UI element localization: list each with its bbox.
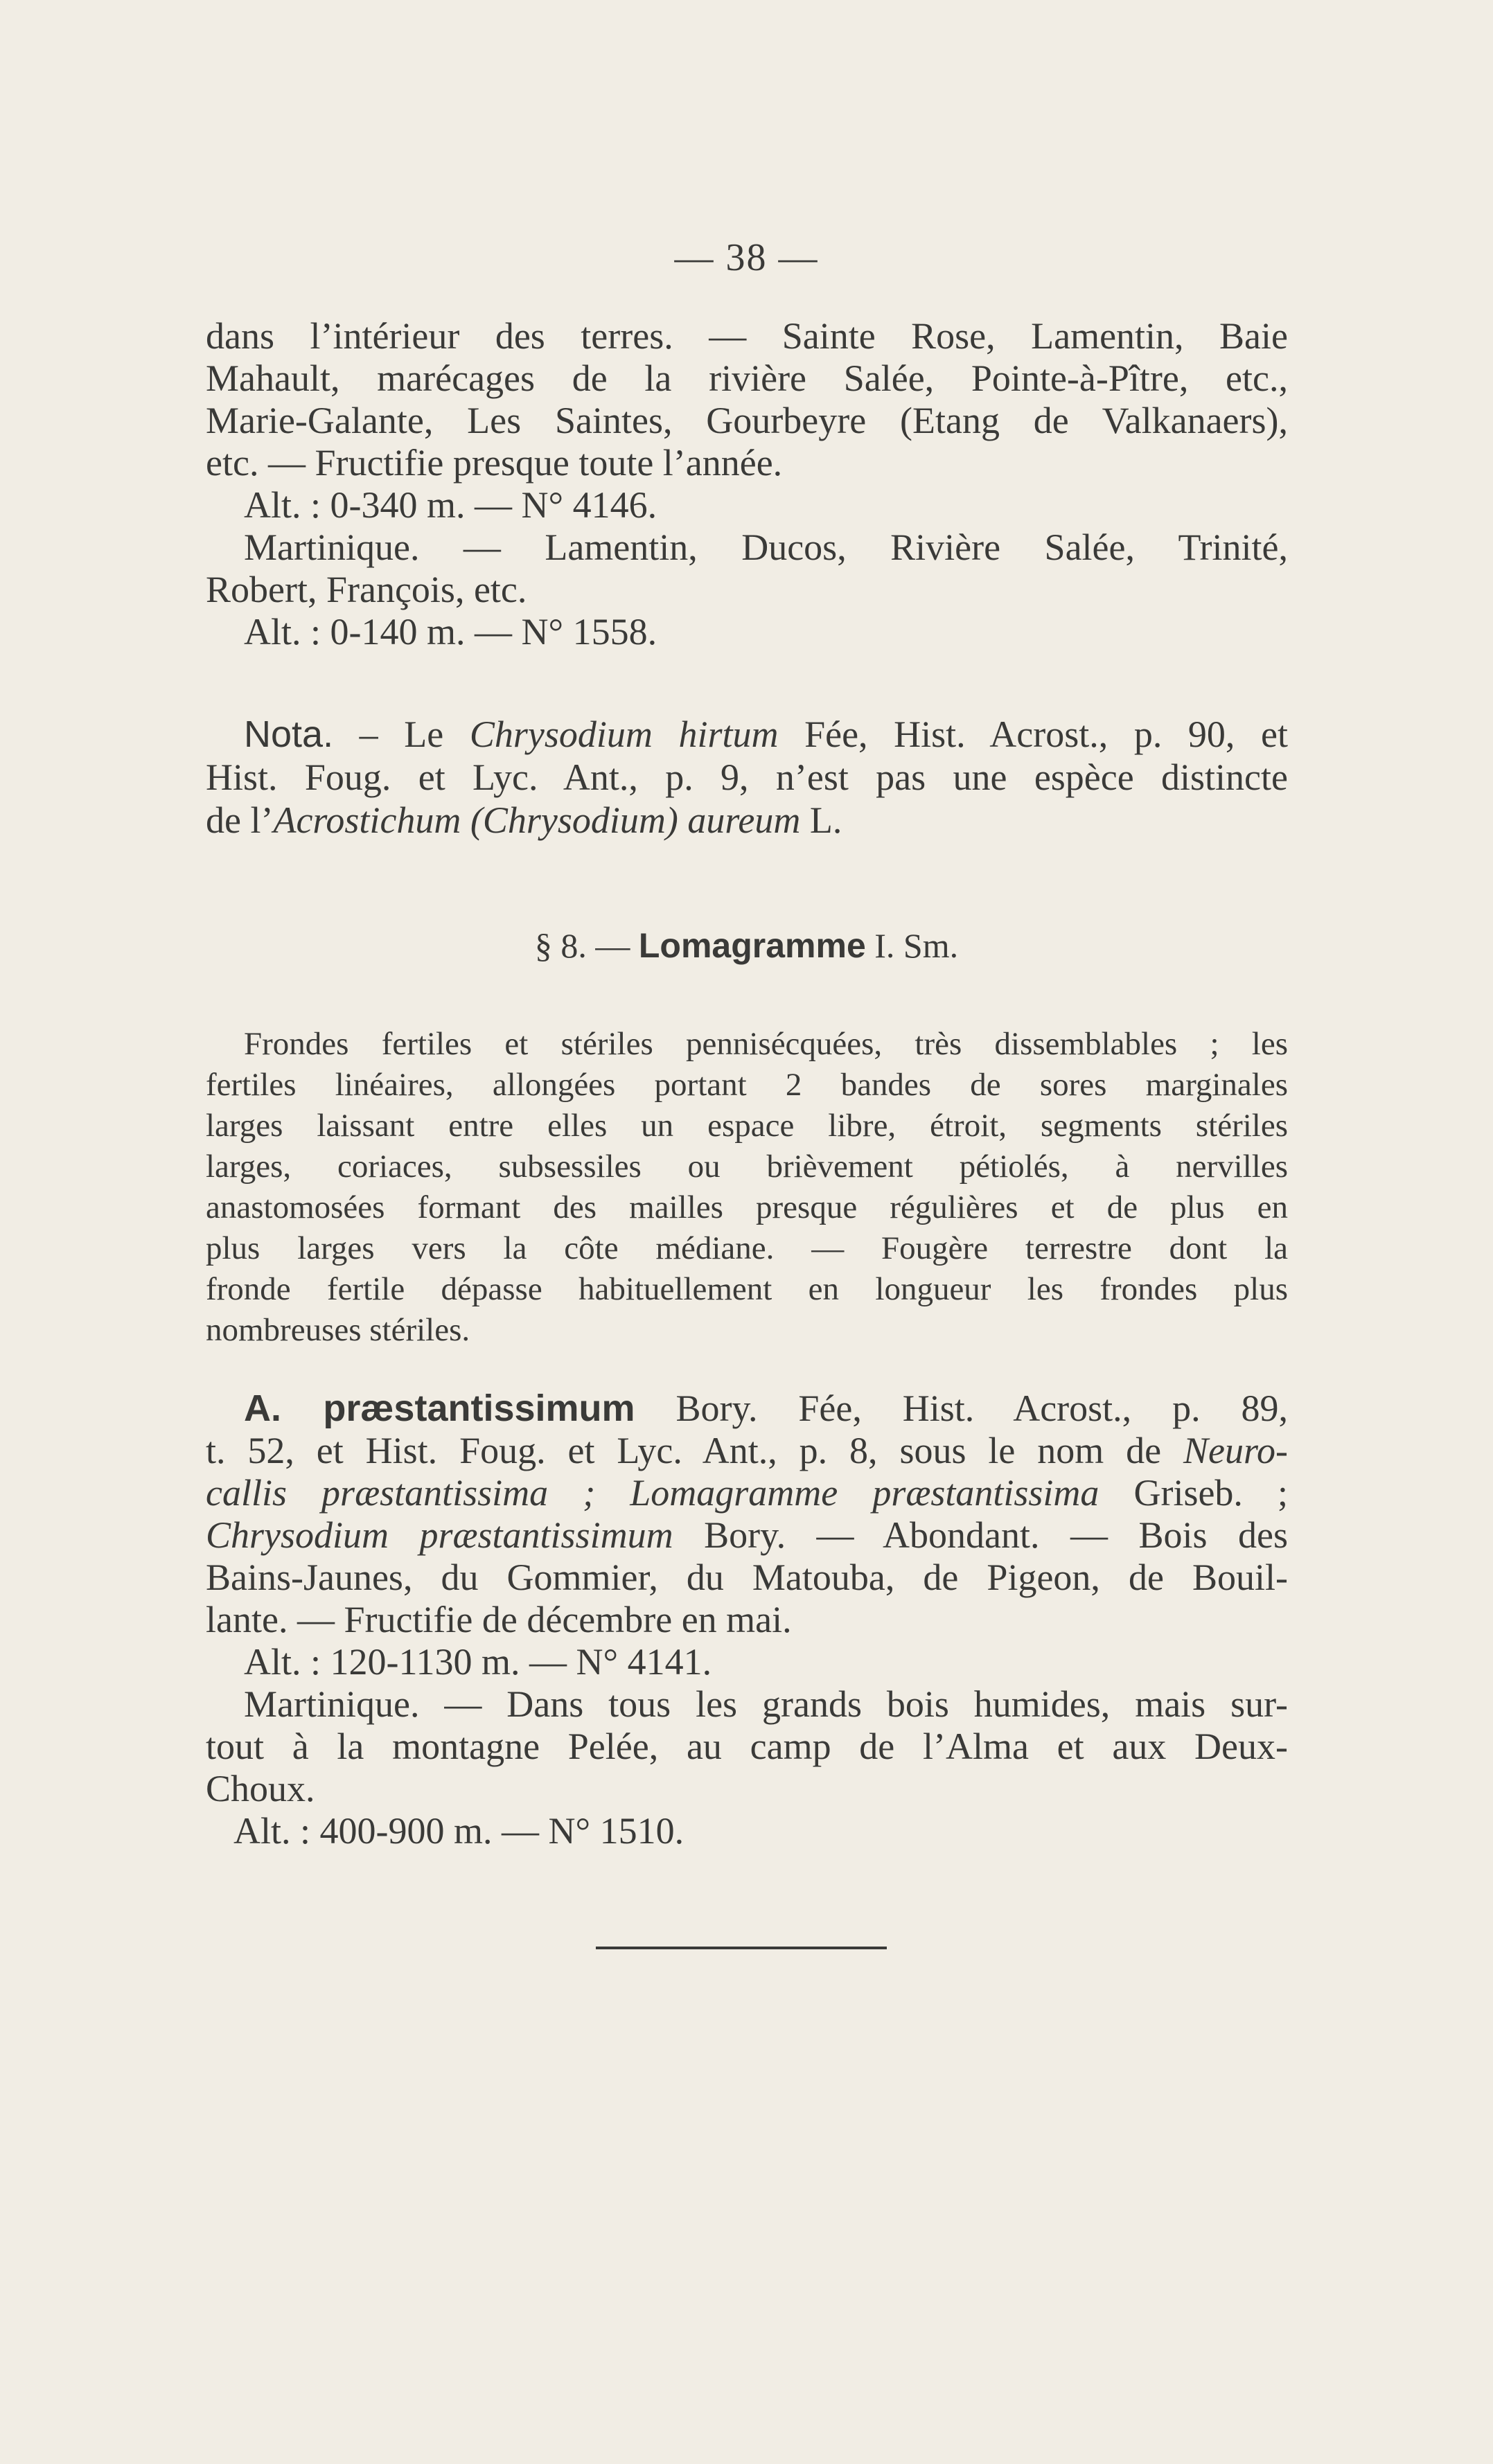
species-text: Griseb. ; <box>1099 1472 1288 1514</box>
species-text: Bory. — Abondant. — Bois des <box>673 1514 1288 1556</box>
species-text: Bory. Fée, Hist. Acrost., p. 89, <box>635 1388 1289 1429</box>
species-line: tout à la montagne Pelée, au camp de l’Alma et aux Deux- <box>206 1726 1288 1767</box>
species-line: Bains-Jaunes, du Gommier, du Matouba, de Pigeon, de Bouil- <box>206 1557 1288 1598</box>
text-line: dans l’intérieur des terres. — Sainte Rose, Lamentin, Baie <box>206 315 1288 357</box>
species-synonym: callis præstantissima ; Lomagramme præstantissima <box>206 1472 1099 1514</box>
genus-author: I. Sm. <box>865 926 959 965</box>
text-line: Robert, François, etc. <box>206 569 527 610</box>
nota-text: Fée, Hist. Acrost., p. 90, et <box>778 714 1288 755</box>
species-line <box>244 1388 1288 1429</box>
species-line <box>206 1430 1288 1471</box>
species-text: t. 52, et Hist. Foug. et Lyc. Ant., p. 8, sous le nom de <box>206 1430 1184 1471</box>
description-line: nombreuses stériles. <box>206 1312 470 1348</box>
nota-line: Hist. Foug. et Lyc. Ant., p. 9, n’est pas une espèce distincte <box>206 756 1288 798</box>
description-line: Frondes fertiles et stériles pennisécquées, très dissemblables ; les <box>244 1026 1288 1062</box>
species-line: Martinique. — Dans tous les grands bois humides, mais sur- <box>244 1683 1288 1725</box>
section-heading <box>0 925 1493 966</box>
nota-line <box>206 799 1288 841</box>
species-line: Choux. <box>206 1768 315 1809</box>
nota-taxon: Chrysodium hirtum <box>469 714 779 755</box>
species-line: lante. — Fructifie de décembre en mai. <box>206 1599 792 1640</box>
text-line: Marie-Galante, Les Saintes, Gourbeyre (Etang de Valkanaers), <box>206 400 1288 441</box>
section-number: § 8. — <box>534 926 639 965</box>
species-synonym: Chrysodium præstantissimum <box>206 1514 673 1556</box>
nota-text: – Le <box>333 714 470 755</box>
nota-text: L. <box>800 799 842 841</box>
species-line <box>206 1514 1288 1556</box>
description-line: larges laissant entre elles un espace libre, étroit, segments stériles <box>206 1108 1288 1144</box>
end-rule <box>596 1947 887 1949</box>
nota-taxon: Acrostichum (Chrysodium) aureum <box>273 799 801 841</box>
text-line: Martinique. — Lamentin, Ducos, Rivière Salée, Trinité, <box>244 526 1288 568</box>
description-line: plus larges vers la côte médiane. — Fougère terrestre dont la <box>206 1230 1288 1266</box>
species-line <box>206 1472 1288 1514</box>
nota-line <box>244 714 1288 755</box>
species-line: Alt. : 400-900 m. — N° 1510. <box>233 1810 684 1852</box>
species-name: A. præstantissimum <box>244 1388 635 1429</box>
species-synonym: Neuro- <box>1183 1430 1288 1471</box>
species-line: Alt. : 120-1130 m. — N° 4141. <box>244 1641 712 1683</box>
text-line: Alt. : 0-140 m. — N° 1558. <box>244 611 657 653</box>
text-line: Mahault, marécages de la rivière Salée, Pointe-à-Pître, etc., <box>206 357 1288 399</box>
nota-label: Nota. <box>244 714 334 755</box>
description-line: fertiles linéaires, allongées portant 2 bandes de sores marginales <box>206 1067 1288 1103</box>
page-number: — 38 — <box>674 236 819 279</box>
description-line: anastomosées formant des mailles presque régulières et de plus en <box>206 1189 1288 1225</box>
nota-text: de l’ <box>206 799 274 841</box>
genus-name: Lomagramme <box>638 926 866 965</box>
description-line: larges, coriaces, subsessiles ou brièvement pétiolés, à nervilles <box>206 1149 1288 1185</box>
description-line: fronde fertile dépasse habituellement en longueur les frondes plus <box>206 1271 1288 1307</box>
text-line: etc. — Fructifie presque toute l’année. <box>206 442 783 484</box>
text-line: Alt. : 0-340 m. — N° 4146. <box>244 484 657 526</box>
